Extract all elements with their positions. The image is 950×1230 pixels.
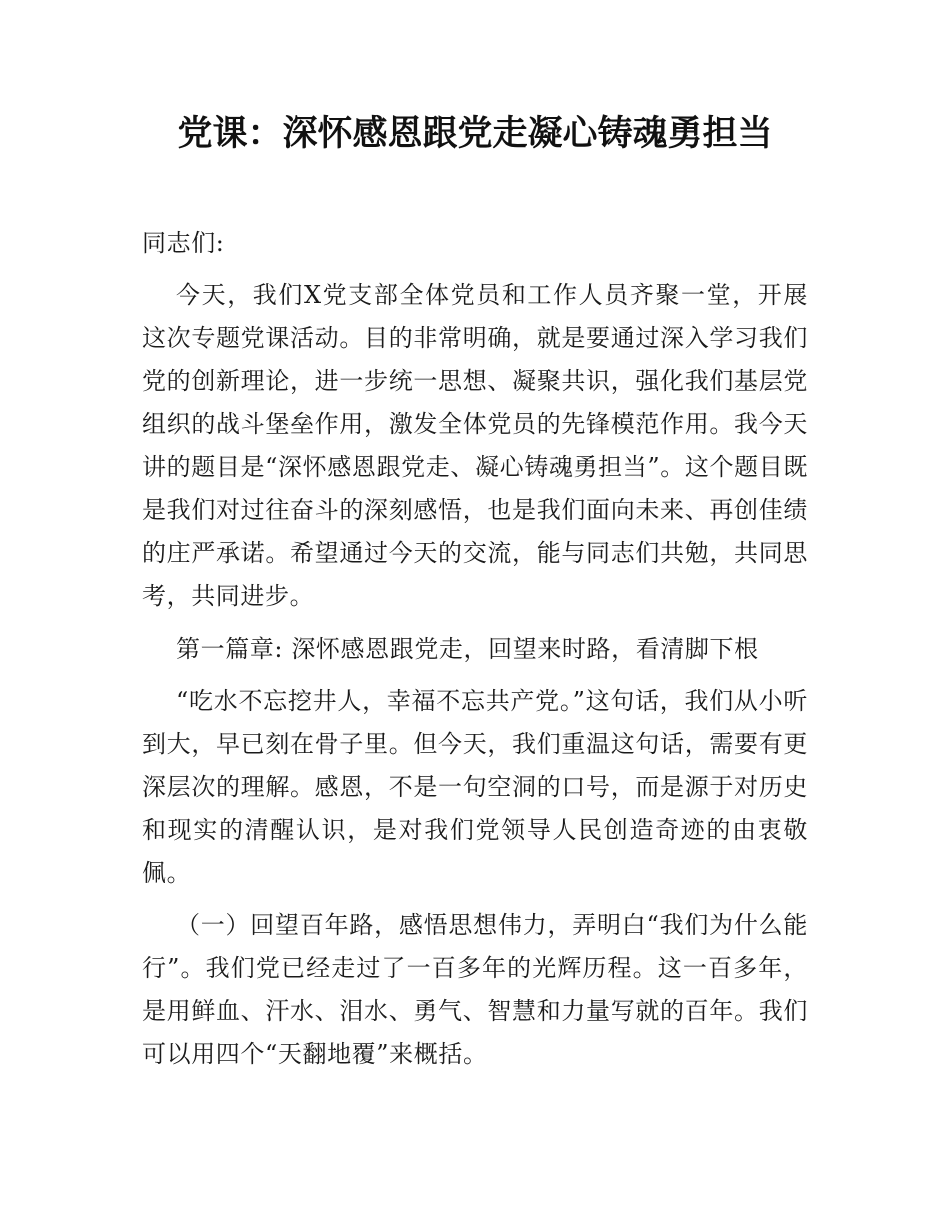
salutation: 同志们:	[142, 229, 225, 257]
paragraph-section-one: （一）回望百年路，感悟思想伟力，弄明白“我们为什么能行”。我们党已经走过了一百多年的光辉历程。这一百多年，是用鲜血、汗水、泪水、勇气、智慧和力量写就的百年。我们可以用四个“天翻地覆”来概括。	[142, 911, 808, 1068]
chapter-heading: 第一篇章: 深怀感恩跟党走，回望来时路，看清脚下根	[176, 635, 759, 663]
paragraph-gratitude: “吃水不忘挖井人，幸福不忘共产党。”这句话，我们从小听到大，早已刻在骨子里。但今天，我们重温这句话，需要有更深层次的理解。感恩，不是一句空洞的口号，而是源于对历史和现实的清醒认识，是对我们党领导人民创造奇迹的由衷敬佩。	[142, 687, 808, 887]
document-title: 党课：深怀感恩跟党走凝心铸魂勇担当	[177, 113, 773, 154]
paragraph-intro: 今天，我们X党支部全体党员和工作人员齐聚一堂，开展这次专题党课活动。目的非常明确，就是要通过深入学习我们党的创新理论，进一步统一思想、凝聚共识，强化我们基层党组织的战斗堡垒作用，激发全体党员的先锋模范作用。我今天讲的题目是“深怀感恩跟党走、凝心铸魂勇担当”。这个题目既是我们对过往奋斗的深刻感悟，也是我们面向未来、再创佳绩的庄严承诺。希望通过今天的交流，能与同志们共勉，共同思考，共同进步。	[142, 281, 808, 610]
